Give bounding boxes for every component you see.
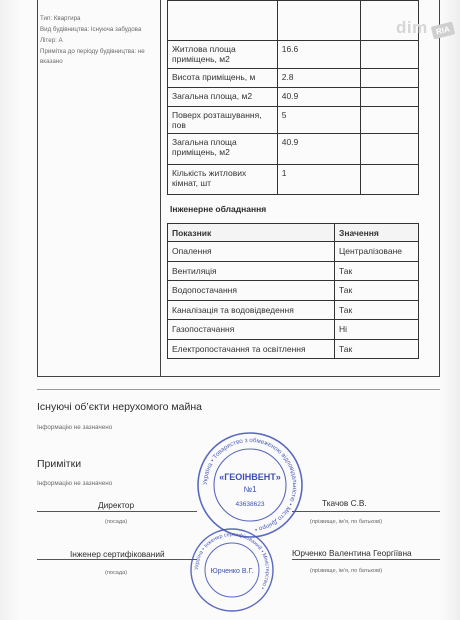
- engineer-seal-stamp: [188, 526, 276, 614]
- stamp-ring-text: Україна • Інженер сертифікований • Міністерство •: [193, 531, 271, 591]
- param-value: [277, 1, 360, 41]
- engineer-name: Юрченко Валентина Георгіївна: [292, 548, 412, 558]
- eng-label: Опалення: [168, 242, 335, 262]
- param-value: 40.9: [277, 88, 360, 107]
- table-row: [168, 41, 419, 69]
- param-label: Поверх розташування, пов: [168, 107, 278, 134]
- notes-title: Примітки: [37, 458, 82, 470]
- existing-objects-title: Існуючі об’єкти нерухомого майна: [37, 401, 202, 413]
- frame-left-border: [37, 0, 38, 376]
- object-type: Тип: Квартира: [40, 15, 81, 22]
- signature-line: [292, 511, 440, 512]
- eng-value: Ні: [335, 320, 419, 340]
- name-hint: (прізвище, ім’я, по батькові): [310, 519, 383, 525]
- column-header-value: Значення: [335, 224, 419, 242]
- svg-text:Україна • Інженер сертифікован: [194, 532, 270, 590]
- construction-period-note: Примітка до періоду будівництва: не вказано: [40, 48, 145, 65]
- frame-middle-border: [160, 0, 161, 376]
- param-value: 5: [277, 107, 360, 134]
- eng-value: Централізоване: [335, 242, 419, 262]
- param-label: Загальна площа, м2: [168, 88, 278, 107]
- position-hint: (посада): [105, 519, 128, 525]
- eng-value: Так: [335, 300, 419, 320]
- table-row: [168, 165, 419, 195]
- signature-line: [37, 559, 197, 560]
- param-value: 2.8: [277, 69, 360, 88]
- eng-value: Так: [335, 339, 419, 359]
- name-hint: (прізвище, ім’я, по батькові): [310, 568, 383, 574]
- param-value: 40.9: [277, 134, 360, 165]
- company-seal-stamp: [195, 430, 305, 540]
- director-name: Ткачов С.В.: [322, 498, 367, 508]
- director-position: Директор: [98, 500, 135, 510]
- engineering-table: [167, 223, 419, 359]
- logo-badge: RIA: [431, 22, 455, 40]
- table-row: [168, 134, 419, 165]
- engineer-position: Інженер сертифікований: [70, 549, 165, 559]
- table-header-row: [168, 224, 419, 242]
- table-row: [168, 107, 419, 134]
- engineering-title: Інженерне обладнання: [170, 204, 267, 214]
- eng-label: Водопостачання: [168, 281, 335, 301]
- param-value: 16.6: [277, 41, 360, 69]
- stamp-ring-text: Україна • Товариство з обмеженою відповідальністю • Місто Дніпро •: [201, 436, 299, 533]
- table-row: [168, 281, 419, 301]
- frame-right-border: [439, 0, 440, 376]
- eng-value: Так: [335, 261, 419, 281]
- param-label: [168, 1, 278, 41]
- eng-label: Каналізація та водовідведення: [168, 300, 335, 320]
- table-row: [168, 69, 419, 88]
- signature-line: [292, 559, 440, 560]
- param-label: Загальна площа приміщень, м2: [168, 134, 278, 165]
- eng-label: Електропостачання та освітлення: [168, 339, 335, 359]
- stamp-engineer-name: Юрченко В.Г.: [210, 568, 254, 575]
- table-row: [168, 339, 419, 359]
- parameters-table: [167, 0, 419, 195]
- table-row: [168, 320, 419, 340]
- table-row: [168, 1, 419, 41]
- position-hint: (посада): [105, 570, 128, 576]
- column-header-indicator: Показник: [168, 224, 335, 242]
- existing-objects-info: Інформацію не зазначено: [37, 424, 113, 431]
- stamp-number: №1: [243, 485, 257, 494]
- watermark-logo: [396, 18, 454, 38]
- notes-info: Інформацію не зазначено: [37, 480, 113, 487]
- param-value: 1: [277, 165, 360, 195]
- param-label: Житлова площа приміщень, м2: [168, 41, 278, 69]
- stamp-code: 43638623: [235, 501, 265, 508]
- frame-bottom-border: [37, 376, 440, 377]
- logo-text: dim: [396, 18, 428, 37]
- param-label: Кількість житлових кімнат, шт: [168, 165, 278, 195]
- building-letter: Літер: А: [40, 37, 63, 44]
- param-label: Висота приміщень, м: [168, 69, 278, 88]
- eng-value: Так: [335, 281, 419, 301]
- signature-line: [37, 511, 197, 512]
- stamp-company-name: «ГЕОІНВЕНТ»: [219, 472, 281, 482]
- table-row: [168, 88, 419, 107]
- eng-label: Газопостачання: [168, 320, 335, 340]
- table-row: [168, 300, 419, 320]
- object-info-block: [40, 14, 158, 68]
- eng-label: Вентиляція: [168, 261, 335, 281]
- table-row: [168, 242, 419, 262]
- table-row: [168, 261, 419, 281]
- section-divider: [37, 389, 440, 390]
- construction-type: Вид будівництва: Існуюча забудова: [40, 26, 142, 33]
